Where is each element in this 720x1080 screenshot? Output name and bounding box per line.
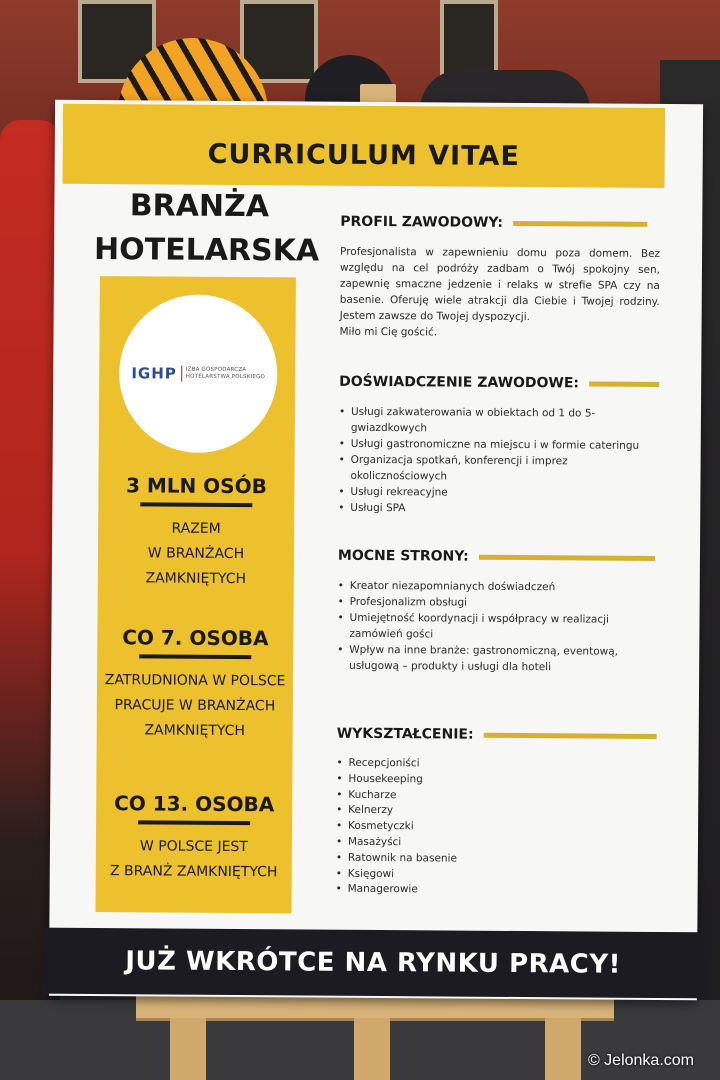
list-item: • Kosmetyczki [336, 819, 656, 837]
education-list [336, 756, 657, 900]
list-item: • Księgowi [336, 866, 656, 884]
poster-title: CURRICULUM VITAE [207, 138, 520, 172]
section-title-rule [484, 732, 657, 738]
list-item: • Ratownik na basenie [336, 851, 656, 869]
stat-line: PRACUJE W BRANŻACH [114, 697, 276, 715]
list-item: • Wpływ na inne branże: gastronomiczną, eventową, usługową – produkty i usługi dla hoteli [337, 642, 657, 676]
list-item: • Umiejętność koordynacji i współpracy w realizacji zamówień gości [337, 610, 657, 644]
poster-footer-bar [43, 928, 703, 999]
list-item: • Organizacja spotkań, konferencji i imprez okolicznościowych [338, 452, 658, 486]
list-item: • Recepcjoniści [336, 756, 656, 774]
section-title-rule [589, 381, 659, 386]
stat-heading: CO 7. OSOBA [122, 625, 269, 651]
section-title-rule [479, 554, 655, 560]
ighp-logo-mark: IGHP [131, 364, 177, 383]
easel-leg [354, 1018, 390, 1080]
stat-line: W BRANŻACH [147, 545, 245, 563]
stat-line: ZAMKNIĘTYCH [144, 722, 246, 740]
stat-block [97, 624, 294, 744]
section-title-rule [513, 220, 647, 226]
section-wyksztalcenie [336, 726, 657, 900]
profile-text: Profesjonalista w zapewnieniu domu poza domem. Bez względu na cel podróży zadbam o Twój spokojny sen, zapewnię smaczne jedzenie i relaks w strefie SPA czy na basenie. Oferuję wiele atrakcji dla Ciebie i Twojej rodziny. Jestem zawsze do Twojej dyspozycji. [339, 245, 661, 324]
list-item: • Usługi gastronomiczne na miejscu i w formie cateringu [339, 436, 659, 454]
logo-line: HOTELARSTWA POLSKIEGO [185, 373, 266, 381]
stat-line: W POLSCE JEST [139, 838, 248, 856]
stat-underline [138, 820, 250, 825]
section-mocne-strony [337, 548, 658, 676]
strengths-list [337, 578, 658, 676]
profile-closing: Miło mi Cię gościć. [339, 325, 438, 339]
section-profil [339, 214, 660, 342]
list-item: • Kelnerzy [336, 803, 656, 821]
ighp-logo [119, 294, 278, 453]
list-item: • Masażyści [336, 835, 656, 853]
stat-line: RAZEM [171, 520, 221, 537]
branch-title [93, 184, 320, 273]
photo-watermark: © Jelonka.com [587, 1052, 694, 1069]
list-item: • Managerowie [336, 882, 656, 900]
list-item: • Profesjonalizm obsługi [338, 594, 658, 612]
stat-underline [140, 502, 252, 507]
stat-line: Z BRANŻ ZAMKNIĘTYCH [109, 863, 278, 881]
stat-block [96, 790, 293, 885]
logo-org-name [186, 367, 265, 382]
easel-leg [170, 1018, 206, 1080]
list-item: • Kucharze [336, 787, 656, 805]
section-title: DOŚWIADCZENIE ZAWODOWE: [339, 373, 580, 392]
section-title: PROFIL ZAWODOWY: [340, 213, 504, 231]
poster-header-bar [63, 104, 666, 188]
logo-line: IZBA GOSPODARCZA [185, 366, 247, 374]
footer-slogan: JUŻ WKRÓTCE NA RYNKU PRACY! [125, 946, 622, 980]
stat-block [98, 472, 295, 592]
stats-column [95, 276, 295, 913]
stat-line: ZATRUDNIONA W POLSCE [104, 672, 286, 690]
stat-heading: 3 MLN OSÓB [125, 473, 267, 499]
list-item: • Usługi zakwaterowania w obiektach od 1 do 5-gwiazdkowych [339, 404, 659, 438]
stat-underline [139, 654, 251, 659]
list-item: • Usługi rekreacyjne [338, 484, 658, 502]
section-doswiadczenie [338, 374, 659, 518]
easel-leg [545, 1018, 581, 1080]
list-item: • Usługi SPA [338, 500, 658, 518]
stat-heading: CO 13. OSOBA [114, 791, 275, 817]
section-title: WYKSZTAŁCENIE: [336, 725, 474, 743]
branch-title-line: HOTELARSKA [93, 232, 320, 269]
section-title: MOCNE STRONY: [337, 547, 469, 565]
branch-title-line: BRANŻA [129, 188, 270, 225]
logo-divider [181, 366, 182, 382]
stat-line: ZAMKNIĘTYCH [145, 570, 247, 588]
cv-poster-board [49, 100, 703, 1001]
experience-list [338, 404, 659, 518]
list-item: • Kreator niezapomnianych doświadczeń [338, 578, 658, 596]
list-item: • Housekeeping [336, 772, 656, 790]
